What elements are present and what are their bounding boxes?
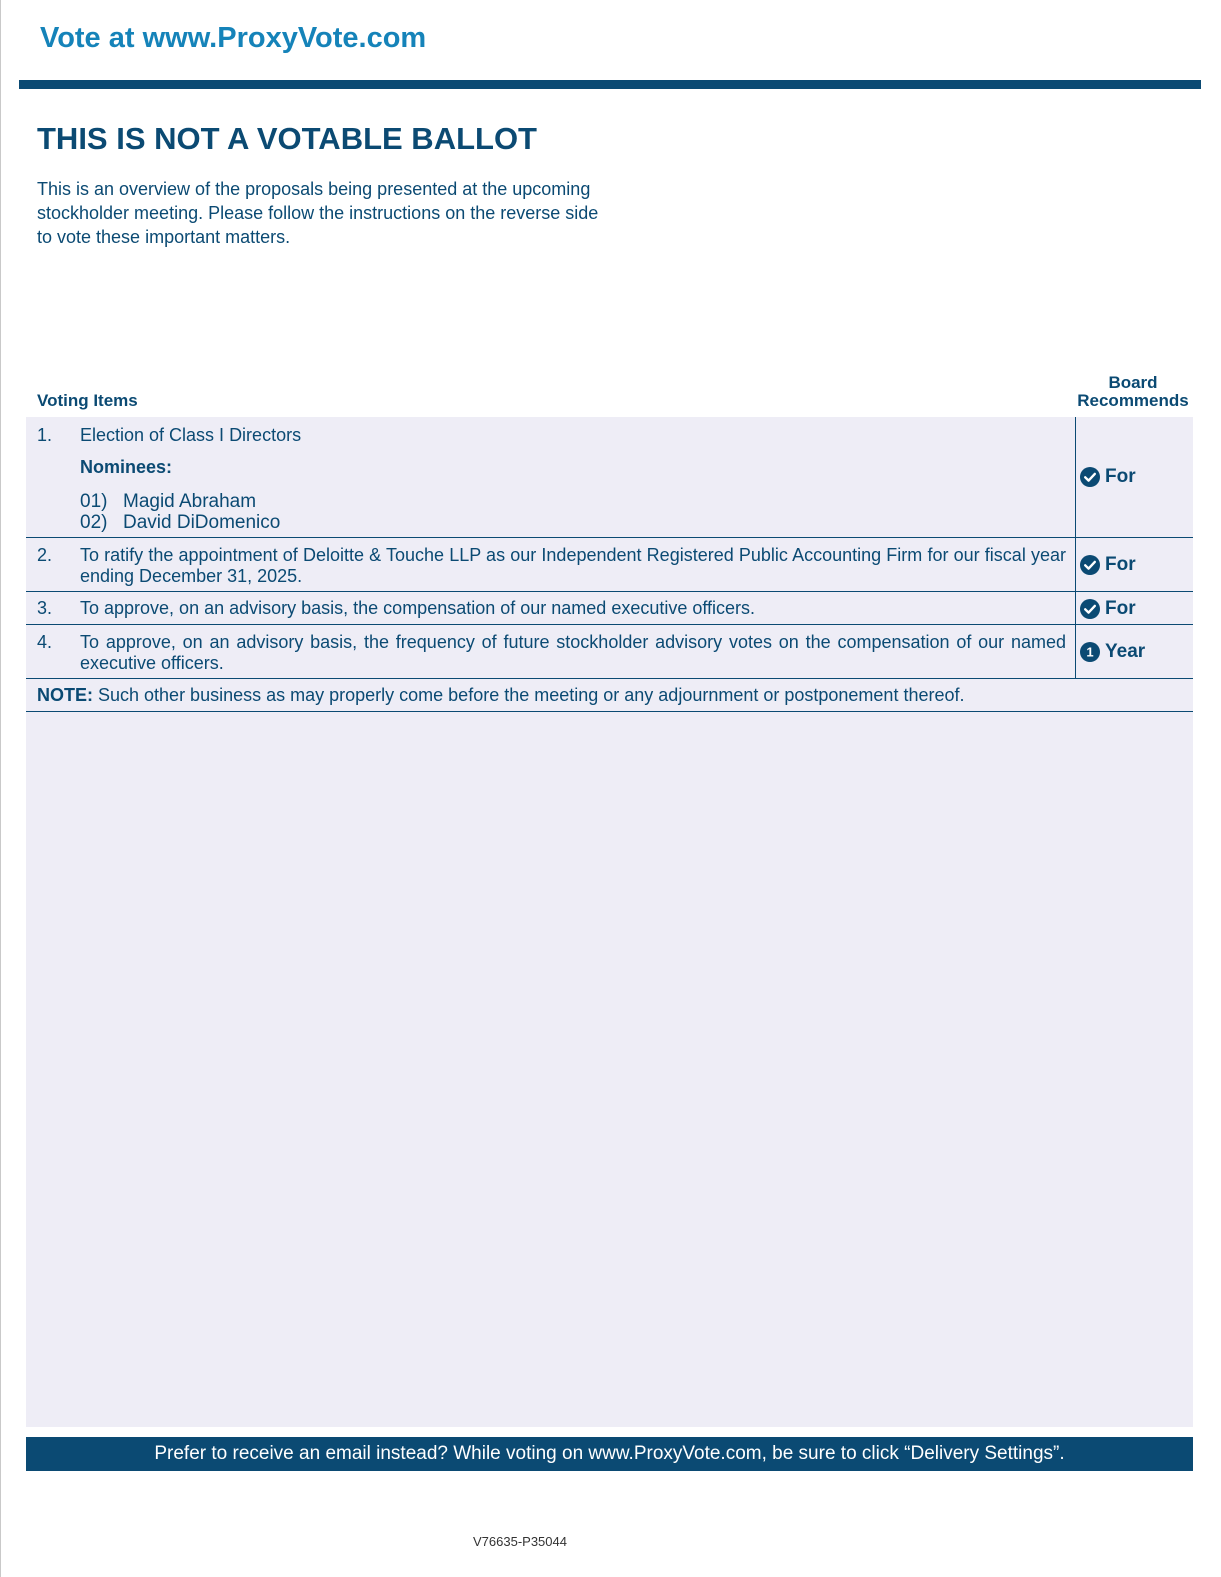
vote-url-header[interactable]: Vote at www.ProxyVote.com bbox=[40, 22, 427, 54]
page-title: THIS IS NOT A VOTABLE BALLOT bbox=[37, 121, 537, 156]
note-label: NOTE: bbox=[37, 685, 93, 705]
nominee-name: Magid Abraham bbox=[123, 491, 257, 512]
board-recommends-line2: Recommends bbox=[1077, 391, 1189, 410]
recommendation-label: For bbox=[1105, 598, 1136, 619]
voting-items-header: Voting Items bbox=[37, 391, 138, 410]
voting-items-panel bbox=[26, 417, 1193, 1427]
recommendation-cell bbox=[1075, 625, 1194, 678]
recommendation bbox=[1080, 598, 1136, 620]
item-text: Election of Class I Directors bbox=[80, 425, 302, 445]
recommendation bbox=[1080, 554, 1136, 576]
note-divider bbox=[26, 711, 1193, 712]
intro-paragraph: This is an overview of the proposals being presented at the upcoming stockholder meeting. Please follow the instructions on the reverse side to vote these important matters. bbox=[37, 179, 599, 247]
recommendation-cell bbox=[1075, 592, 1194, 624]
page-edge-rule bbox=[0, 0, 1, 1577]
icon-digit: 1 bbox=[1086, 644, 1094, 660]
voting-item-3 bbox=[26, 592, 1193, 625]
check-circle-icon bbox=[1080, 467, 1100, 487]
recommendation-label: For bbox=[1105, 554, 1136, 575]
board-recommends-header bbox=[1072, 374, 1194, 410]
item-text: To approve, on an advisory basis, the compensation of our named executive officers. bbox=[80, 598, 756, 618]
voting-item-2 bbox=[26, 538, 1193, 592]
note-line bbox=[37, 685, 965, 706]
item-number: 1. bbox=[37, 425, 53, 445]
nominee-number: 02) bbox=[80, 512, 108, 533]
check-circle-icon bbox=[1080, 555, 1100, 575]
nominee-row bbox=[80, 512, 280, 534]
document-code: V76635-P35044 bbox=[473, 1534, 567, 1549]
item-number: 3. bbox=[37, 598, 53, 618]
recommendation-label: Year bbox=[1105, 641, 1146, 662]
item-text: To ratify the appointment of Deloitte & Touche LLP as our Independent Registered Public Accounting Firm for our fiscal year ending December 31, 2025. bbox=[80, 545, 1066, 586]
item-number: 4. bbox=[37, 632, 53, 652]
voting-item-1 bbox=[26, 417, 1193, 538]
nominee-name: David DiDomenico bbox=[123, 512, 281, 533]
recommendation-cell bbox=[1075, 538, 1194, 591]
recommendation-label: For bbox=[1105, 466, 1136, 487]
item-number: 2. bbox=[37, 545, 53, 565]
number-one-circle-icon bbox=[1080, 642, 1100, 662]
nominee-row bbox=[80, 491, 256, 513]
check-circle-icon bbox=[1080, 599, 1100, 619]
board-recommends-line1: Board bbox=[1108, 373, 1158, 392]
note-text: Such other business as may properly come before the meeting or any adjournment or postponement thereof. bbox=[93, 685, 965, 705]
recommendation bbox=[1080, 641, 1145, 663]
voting-item-4 bbox=[26, 625, 1193, 679]
recommendation bbox=[1080, 466, 1136, 488]
nominee-number: 01) bbox=[80, 491, 108, 512]
recommendation-cell bbox=[1075, 417, 1194, 537]
header-divider-bar bbox=[19, 80, 1201, 89]
item-text: To approve, on an advisory basis, the frequency of future stockholder advisory votes on the compensation of our named executive officers. bbox=[80, 632, 1066, 673]
nominees-label: Nominees: bbox=[80, 457, 173, 477]
email-delivery-banner: Prefer to receive an email instead? While voting on www.ProxyVote.com, be sure to click “Delivery Settings”. bbox=[26, 1437, 1193, 1471]
